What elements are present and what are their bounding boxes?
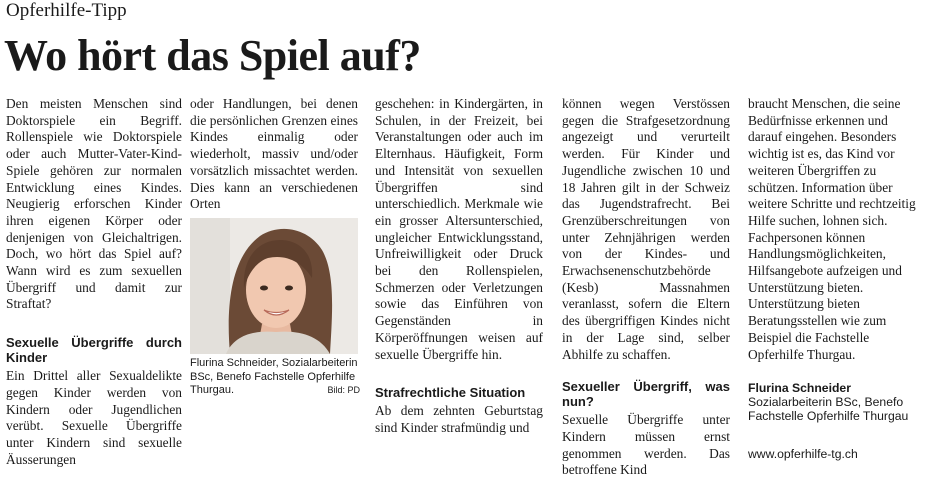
paragraph: können wegen Verstössen gegen die Strafgesetzordnung angezeigt und verurteilt werden. Für Kinder und Jugendliche zwischen 10 und 18 Jahren gilt in der Schweiz das Jugendstrafrecht. Bei Grenzüberschreitungen von unter Zehnjährigen werden von der Kindes- und Erwachsenenschutzbehörde (Kesb) Massnahmen veranlasst, sofern die Eltern des übergriffigen Kindes nicht in der Lage sind, selber Abhilfe zu schaffen. <box>562 96 730 362</box>
photo-caption <box>190 357 360 398</box>
paragraph: geschehen: in Kindergärten, in Schulen, in der Freizeit, bei Veranstaltungen oder auch im Elternhaus. Häufigkeit, Form und Intensität von sexuellen Übergriffen sind unterschiedlich. Merkmale wie ein grosser Altersunterschied, ungleicher Entwicklungsstand, Unfreiwilligkeit oder Druck bei den Rollenspielen, Schmerzen oder Verletzungen sowie das Einführen von Gegenständen in Körperöffnungen weisen auf sexuelle Übergriffe hin. <box>375 96 543 362</box>
column-3 <box>375 96 543 437</box>
paragraph: Ab dem zehnten Geburtstag sind Kinder strafmündig und <box>375 403 543 435</box>
kicker: Opferhilfe-Tipp <box>6 0 127 21</box>
caption-text: Flurina Schneider, Sozialarbeiterin BSc, Benefo Fachstelle Opferhilfe Thurgau. <box>190 357 358 396</box>
portrait-illustration <box>190 218 358 354</box>
paragraph: Sexuelle Übergriffe unter Kindern müssen ernst genommen werden. Das betroffene Kind <box>562 412 730 478</box>
photo-credit: Bild: PD <box>327 385 360 395</box>
column-4 <box>562 96 730 479</box>
column-5 <box>748 96 920 461</box>
author-name: Flurina Schneider <box>748 381 851 396</box>
paragraph: Ein Drittel aller Sexualdelikte gegen Kinder werden von Kindern oder Jugendlichen verübt. Sexuelle Übergriffe unter Kindern sind sexuelle Äusserungen <box>6 368 182 467</box>
intro-paragraph: Den meisten Menschen sind Doktorspiele ein Begriff. Rollenspiele wie Doktorspiele oder auch Mutter-Vater-Kind-Spiele gehören zur normalen Entwicklung eines Kindes. Neugierig erforschen Kinder ihren eigenen Körper oder denjenigen von Gleichaltrigen. Doch, wo hört das Spiel auf? Wann wird es zum sexuellen Übergriff und damit zur Straftat? <box>6 96 182 312</box>
column-2 <box>190 96 358 213</box>
subheading-what-now: Sexueller Übergriff, was nun? <box>562 379 730 410</box>
subheading-legal-situation: Strafrechtliche Situation <box>375 385 526 401</box>
paragraph: oder Handlungen, bei denen die persönlichen Grenzen eines Kindes einmalig oder wiederholt, massiv und/oder vorsätzlich missachtet werden. Dies kann an verschiedenen Orten <box>190 96 358 212</box>
author-title: Sozialarbeiterin BSc, Benefo <box>748 395 904 410</box>
portrait-photo <box>190 218 358 354</box>
website-link[interactable]: www.opferhilfe-tg.ch <box>748 447 858 462</box>
author-organization: Fachstelle Opferhilfe Thurgau <box>748 409 909 424</box>
headline: Wo hört das Spiel auf? <box>4 31 421 80</box>
subheading-sexual-assault-by-children: Sexuelle Übergriffe durch Kinder <box>6 335 182 366</box>
paragraph: braucht Menschen, die seine Bedürfnisse erkennen und darauf eingehen. Besonders wichtig ist es, das Kind vor weiteren Übergriffen zu schützen. Information über weitere Schritte und rechtzeitig Hilfe suchen, lohnen sich. Fachpersonen können Handlungsmöglichkeiten, Hilfsangebote aufzeigen und Unterstützung bieten. Unterstützung bieten Beratungsstellen wie zum Beispiel die Fachstelle Opferhilfe Thurgau. <box>748 96 916 362</box>
column-1 <box>6 96 182 468</box>
